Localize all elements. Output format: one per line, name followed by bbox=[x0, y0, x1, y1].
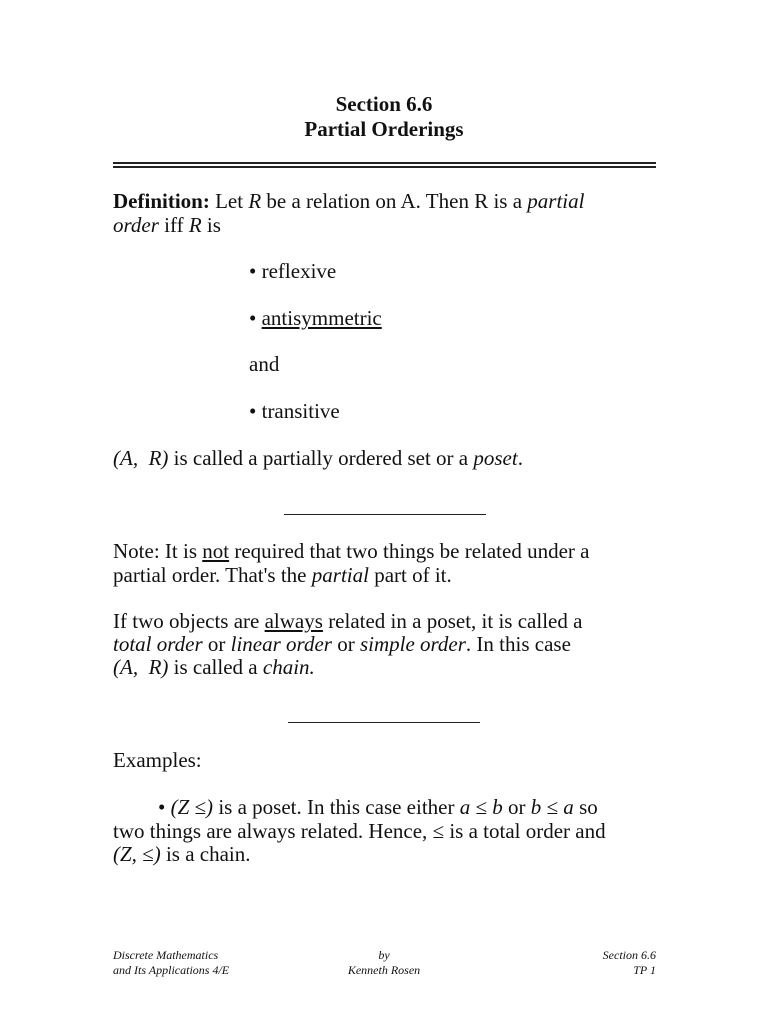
sentence-text: or bbox=[508, 795, 526, 819]
term-partial: partial bbox=[527, 189, 585, 213]
property-label: transitive bbox=[261, 399, 340, 423]
bullet-icon: • bbox=[249, 306, 257, 330]
sentence-text: or bbox=[207, 632, 226, 656]
pair-notation: (A, R) bbox=[113, 655, 169, 679]
sentence-text: is called a partially ordered set or a bbox=[173, 446, 469, 470]
sentence-text: is a chain. bbox=[165, 842, 251, 866]
note-text: Note: It is bbox=[113, 539, 197, 563]
property-reflexive bbox=[249, 260, 336, 283]
separator-line-1 bbox=[284, 514, 486, 515]
footer-right bbox=[456, 948, 656, 978]
footer-left bbox=[113, 948, 229, 978]
period: . bbox=[517, 446, 523, 470]
total-order-line-2 bbox=[113, 633, 571, 656]
pair-notation: (A, R) bbox=[113, 446, 169, 470]
poset-sentence bbox=[113, 447, 523, 470]
term-partial: partial bbox=[311, 563, 369, 587]
example-line-1 bbox=[158, 796, 598, 819]
total-order-line-3 bbox=[113, 656, 315, 679]
math-expression: b ≤ a bbox=[530, 795, 574, 819]
definition-line-1 bbox=[113, 190, 584, 213]
term-chain: chain. bbox=[262, 655, 315, 679]
term-total-order: total order bbox=[113, 632, 203, 656]
sentence-text: is called a bbox=[173, 655, 258, 679]
relation-symbol: R bbox=[188, 213, 202, 237]
sentence-text: If two objects are bbox=[113, 609, 260, 633]
definition-line-2 bbox=[113, 214, 221, 237]
note-text: partial order. That's the bbox=[113, 563, 307, 587]
footer-book-edition: and Its Applications 4/E bbox=[113, 963, 230, 977]
bullet-icon: • bbox=[249, 399, 257, 423]
property-antisymmetric bbox=[249, 307, 382, 330]
example-line-2: two things are always related. Hence, ≤ is a total order and bbox=[113, 819, 606, 843]
pair-notation: (Z ≤) bbox=[170, 795, 214, 819]
term-simple-order: simple order bbox=[359, 632, 466, 656]
definition-text: is bbox=[206, 213, 221, 237]
math-expression: a ≤ b bbox=[459, 795, 503, 819]
definition-text: Let bbox=[215, 189, 244, 213]
section-number: Section 6.6 bbox=[335, 92, 433, 116]
footer-by: by bbox=[378, 948, 390, 962]
bullet-icon: • bbox=[158, 795, 166, 819]
emphasis-not: not bbox=[202, 539, 230, 563]
footer-middle bbox=[284, 948, 484, 978]
term-linear-order: linear order bbox=[230, 632, 332, 656]
sentence-text: is a poset. In this case either bbox=[218, 795, 455, 819]
bullet-icon: • bbox=[249, 259, 257, 283]
definition-label: Definition: bbox=[113, 189, 210, 213]
footer-author: Kenneth Rosen bbox=[347, 963, 421, 977]
page-title: Partial Orderings bbox=[304, 117, 464, 141]
pair-notation: (Z, ≤) bbox=[113, 842, 161, 866]
note-line-2 bbox=[113, 564, 452, 587]
note-line-1 bbox=[113, 540, 589, 563]
header-rule-top bbox=[113, 162, 656, 164]
footer-section: Section 6.6 bbox=[602, 948, 656, 962]
note-text: required that two things be related under a bbox=[234, 539, 590, 563]
footer-book-title: Discrete Mathematics bbox=[113, 948, 219, 962]
sentence-text: . In this case bbox=[465, 632, 571, 656]
emphasis-always: always bbox=[264, 609, 323, 633]
sentence-text: or bbox=[337, 632, 355, 656]
property-label: antisymmetric bbox=[261, 306, 382, 330]
example-line-3 bbox=[113, 843, 251, 866]
property-label: reflexive bbox=[261, 259, 337, 283]
property-connector: and bbox=[249, 352, 280, 376]
sentence-text: so bbox=[579, 795, 598, 819]
term-order: order bbox=[113, 213, 159, 237]
term-poset: poset bbox=[473, 446, 518, 470]
sentence-text: related in a poset, it is called a bbox=[328, 609, 583, 633]
note-text: part of it. bbox=[374, 563, 452, 587]
separator-line-2 bbox=[288, 722, 480, 723]
property-transitive bbox=[249, 400, 340, 423]
header-rule-bottom bbox=[113, 166, 656, 168]
definition-text: iff bbox=[164, 213, 184, 237]
definition-text: be a relation on A. Then R is a bbox=[266, 189, 523, 213]
relation-symbol: R bbox=[248, 189, 262, 213]
footer-page-number: TP 1 bbox=[633, 963, 656, 977]
total-order-line-1 bbox=[113, 610, 582, 633]
examples-heading: Examples: bbox=[113, 748, 202, 772]
